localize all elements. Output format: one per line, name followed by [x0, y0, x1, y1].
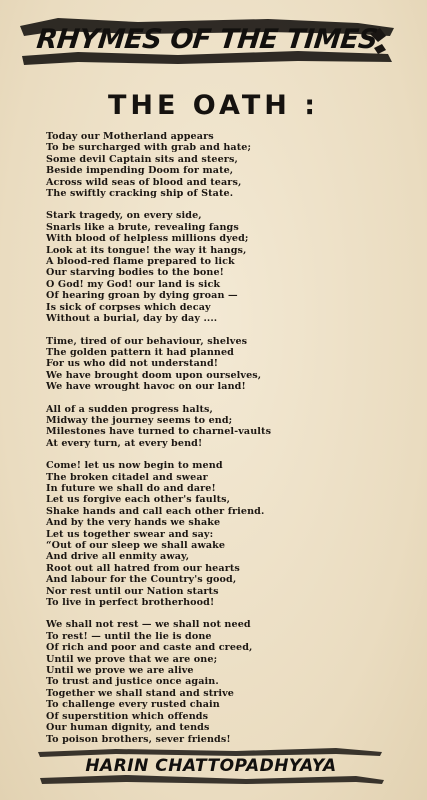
poem-line: We shall not rest — we shall not need [46, 619, 251, 631]
author-banner [36, 746, 386, 786]
poem-line: Time, tired of our behaviour, shelves [46, 335, 248, 347]
poem-line: O God! my God! our land is sick [46, 278, 221, 290]
poem-line: Of hearing groan by dying groan — [46, 290, 238, 302]
poem-stanza [46, 336, 396, 393]
poem-stanza [46, 210, 396, 324]
poem-line: To poison brothers, sever friends! [46, 733, 231, 745]
poem-line: To challenge every rusted chain [46, 699, 220, 711]
poem-line: Until we prove that we are one; [46, 653, 218, 665]
poem-line: Let us forgive each other's faults, [46, 494, 231, 506]
poem-stanza [46, 460, 396, 608]
poem-line: The broken citadel and swear [46, 471, 208, 483]
poem-line: To trust and justice once again. [46, 676, 219, 688]
poem-line: Of rich and poor and caste and creed, [46, 642, 253, 654]
banner-title: RHYMES OF THE TIMES [35, 24, 379, 55]
poem-line: Milestones have turned to charnel-vaults [46, 426, 272, 438]
header-banner [18, 14, 396, 70]
poem-line: Today our Motherland appears [46, 131, 214, 142]
poem-line: Root out all hatred from our hearts [46, 562, 240, 574]
poem-line: Come! let us now begin to mend [46, 460, 223, 472]
poem-line: And labour for the Country's good, [46, 574, 237, 586]
poem-line: Snarls like a brute, revealing fangs [46, 221, 239, 233]
poem-line: Across wild seas of blood and tears, [46, 176, 242, 188]
poem-stanza [46, 404, 396, 450]
poem-line: We have wrought havoc on our land! [46, 381, 246, 393]
poem-stanza [46, 131, 396, 199]
poem-line: Until we prove we are alive [46, 665, 194, 677]
poem-line: “Out of our sleep we shall awake [46, 540, 226, 551]
poem-line: At every turn, at every bend! [46, 437, 203, 449]
poem-title: THE OATH : [107, 90, 320, 121]
poem-line: To rest! — until the lie is done [46, 630, 212, 642]
poem-line: To be surcharged with grab and hate; [46, 142, 252, 154]
poem-body [46, 131, 396, 756]
poem-line: The swiftly cracking ship of State. [46, 188, 234, 200]
poem-line: Without a burial, day by day .... [46, 313, 218, 325]
poem-line: Stark tragedy, on every side, [46, 210, 202, 222]
poem-line: And by the very hands we shake [46, 517, 221, 529]
poem-line: We have brought doom upon ourselves, [46, 369, 262, 381]
poem-line: Together we shall stand and strive [46, 687, 234, 699]
poem-line: In future we shall do and dare! [46, 482, 216, 494]
poem-line: Look at its tongue! the way it hangs, [46, 244, 247, 256]
poem-line: All of a sudden progress halts, [46, 403, 213, 415]
poem-line: A blood-red flame prepared to lick [46, 256, 235, 268]
poem-line: Some devil Captain sits and steers, [46, 153, 238, 165]
poem-line: Beside impending Doom for mate, [46, 165, 234, 177]
poem-line: Our starving bodies to the bone! [46, 267, 224, 279]
poem-line: For us who did not understand! [46, 358, 219, 370]
poem-line: Shake hands and call each other friend. [46, 505, 265, 517]
author-name: HARIN CHATTOPADHYAYA [85, 756, 337, 776]
poem-line: Nor rest until our Nation starts [46, 585, 219, 597]
poem-line: To live in perfect brotherhood! [46, 597, 215, 609]
poem-line: Of superstition which offends [46, 710, 209, 722]
poem-line: Midway the journey seems to end; [46, 414, 233, 426]
poem-line: And drive all enmity away, [46, 551, 190, 563]
poem-line: Our human dignity, and tends [46, 722, 210, 734]
poem-line: Let us together swear and say: [46, 528, 214, 540]
poem-line: With blood of helpless millions dyed; [46, 233, 249, 245]
poem-line: Is sick of corpses which decay [46, 301, 211, 313]
poem-stanza [46, 619, 396, 744]
poem-line: The golden pattern it had planned [46, 346, 234, 358]
